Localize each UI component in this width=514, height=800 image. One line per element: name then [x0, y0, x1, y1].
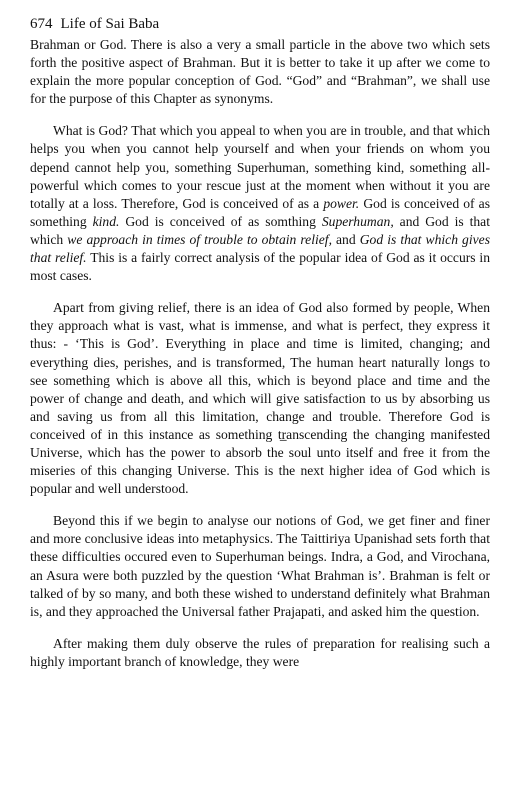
text-run: God is conceived of as something [30, 195, 490, 229]
paragraph-4 [30, 512, 490, 621]
page-number: 674 [30, 16, 53, 32]
italic-text: power. [323, 195, 360, 211]
text-run: This is a fairly correct analysis of the popular idea of God as it occurs in most cases. [30, 250, 490, 284]
text-run: After making them duly observe the rules of preparation for realising such a highly important branch of knowledge, they were [30, 635, 490, 669]
text-run: Apart from giving relief, there is an idea of God also formed by people, When they approach what is vast, what is immense, and what is perfect, they express it thus: - ‘This is God’. Everything in place and time is limited, changing; and everything dies, perishes, and is transformed, The human heart naturally longs to see something which is above all this, which is beyond place and time and the power of change and death, and which will give satisfaction to us by absorbing us and saving us from all this limitation, change and trouble. Therefore God is conceived of in this instance as something tr̲anscending the changing manifested Universe, which has the power to absorb the soul unto itself and free it from the miseries of this changing Universe. This is the next higher idea of God which is popular and well understood. [30, 300, 490, 497]
italic-text: Superhuman, [321, 213, 394, 229]
text-run: and [331, 231, 360, 247]
italic-text: God is that which gives that relief. [30, 231, 490, 266]
text-run: and God is that which [30, 213, 490, 247]
text-run: Beyond this if we begin to analyse our notions of God, we get finer and finer and more conclusive ideas into metaphysics. The Taittiriya Upanishad sets forth that these difficulties occured even to Superhuman beings. Indra, a God, and Virochana, an Asura were both puzzled by the question ‘What Brahman is’. Brahman is felt or talked of by so many, and both these wished to understand definitely what Brahman is, and they approached the Universal father Prajapati, and asked him the question. [30, 513, 490, 619]
text-run: What is God? That which you appeal to when you are in trouble, and that which helps you when you cannot help yourself and when your friends on whom you depend cannot help you, something Superhuman, something kind, something all-powerful which comes to your rescue just at the moment when without it you are totally at a loss. Therefore, God is conceived of as a [30, 123, 490, 211]
text-run: God is conceived of as somthing [119, 213, 322, 229]
paragraph-1 [30, 36, 490, 108]
paragraph-2 [30, 122, 490, 285]
text-run: Brahman or God. There is also a very a small particle in the above two which sets forth the positive aspect of Brahman. But it is better to take it up after we come to explain the more popular conception of God. “God” and “Brahman”, we shall use for the purpose of this Chapter as synonyms. [30, 37, 490, 107]
italic-text: kind. [92, 213, 120, 229]
italic-text: we approach in times of trouble to obtain relief, [67, 231, 332, 247]
page-header [30, 14, 484, 34]
paragraph-3 [30, 299, 490, 498]
page-body [30, 36, 490, 685]
running-title: Life of Sai Baba [60, 16, 160, 32]
paragraph-5 [30, 635, 490, 671]
